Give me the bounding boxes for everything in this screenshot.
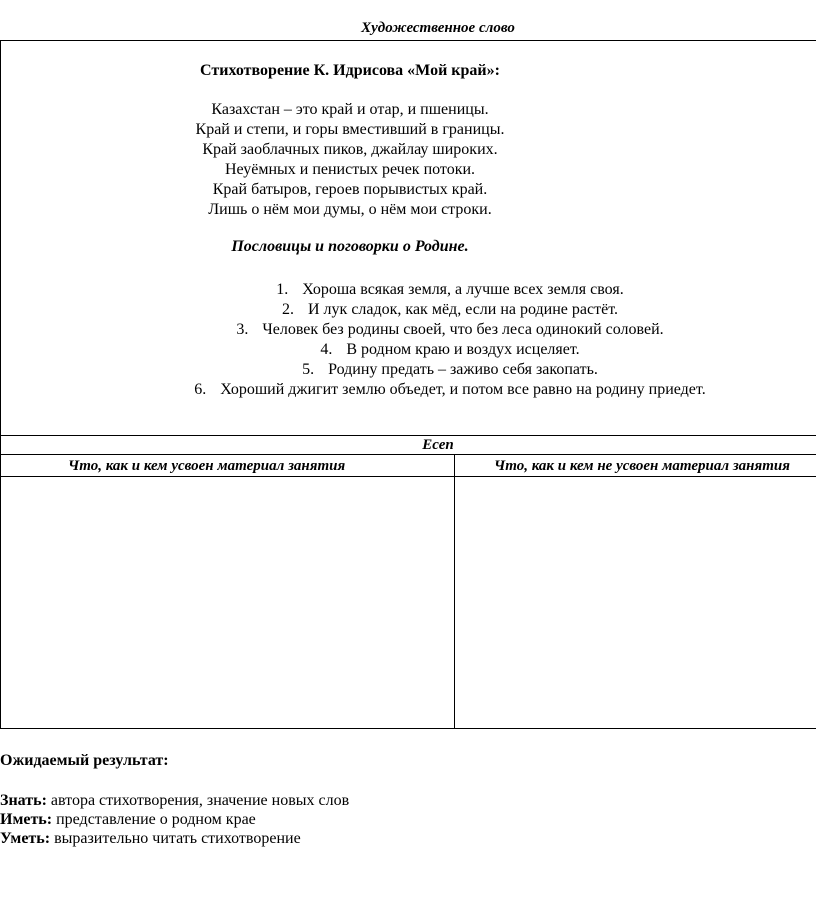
- outcome-label: Знать:: [0, 792, 47, 809]
- table-bottom-border: [0, 728, 816, 729]
- column-header-learned: Что, как и кем усвоен материал занятия: [68, 458, 346, 474]
- list-item: [0, 280, 816, 300]
- list-number: 2.: [282, 301, 294, 318]
- poem-line: Казахстан – это край и отар, и пшеницы.: [211, 101, 489, 118]
- outcome-able: [0, 829, 349, 848]
- table-column-divider: [454, 454, 455, 729]
- list-item: [0, 320, 816, 340]
- section-title: Художественное слово: [361, 20, 515, 36]
- poem-line: Неуёмных и пенистых речек потоки.: [224, 161, 476, 178]
- poem-line: Край батыров, героев порывистых край.: [212, 181, 488, 198]
- outcome-text: выразительно читать стихотворение: [50, 830, 301, 847]
- expected-result-heading: Ожидаемый результат:: [0, 752, 169, 769]
- list-text: Хороша всякая земля, а лучше всех земля своя.: [302, 281, 624, 298]
- list-text: Человек без родины своей, что без леса одинокий соловей.: [262, 321, 664, 338]
- proverbs-title: Пословицы и поговорки о Родине.: [231, 238, 469, 255]
- expected-result-list: [0, 791, 349, 848]
- poem-text: [0, 100, 790, 220]
- table-divider-body: [0, 476, 816, 477]
- outcome-text: автора стихотворения, значение новых слов: [46, 792, 350, 809]
- poem-line: Лишь о нём мои думы, о нём мои строки.: [208, 201, 492, 218]
- list-text: Родину предать – заживо себя закопать.: [328, 361, 598, 378]
- list-number: 6.: [194, 381, 207, 398]
- column-header-not-learned: Что, как и кем не усвоен материал занятия: [494, 458, 790, 474]
- outcome-text: представление о родном крае: [52, 811, 256, 828]
- list-text: Хороший джигит землю объедет, и потом все равно на родину приедет.: [220, 381, 706, 398]
- list-number: 5.: [302, 361, 315, 378]
- list-item: [0, 300, 816, 320]
- table-top-border: [0, 40, 816, 41]
- poem-line: Край и степи, и горы вместивший в границы.: [195, 121, 505, 138]
- poem-line: Край заоблачных пиков, джайлау широких.: [202, 141, 498, 158]
- list-text: И лук сладок, как мёд, если на родине растёт.: [308, 301, 618, 318]
- list-item: [0, 380, 816, 400]
- list-item: [0, 360, 816, 380]
- table-divider-columns: [0, 454, 816, 455]
- outcome-have: [0, 810, 349, 829]
- list-text: В родном краю и воздух исцеляет.: [346, 341, 580, 358]
- list-number: 3.: [236, 321, 249, 338]
- outcome-label: Иметь:: [0, 811, 53, 828]
- list-item: [0, 340, 816, 360]
- list-number: 4.: [320, 341, 333, 358]
- outcome-know: [0, 791, 349, 810]
- esep-title: Есеп: [422, 437, 454, 453]
- list-number: 1.: [276, 281, 289, 298]
- poem-title: Стихотворение К. Идрисова «Мой край»:: [200, 62, 500, 79]
- outcome-label: Уметь:: [0, 830, 51, 847]
- table-divider-esep: [0, 435, 816, 436]
- proverbs-list: [0, 280, 816, 400]
